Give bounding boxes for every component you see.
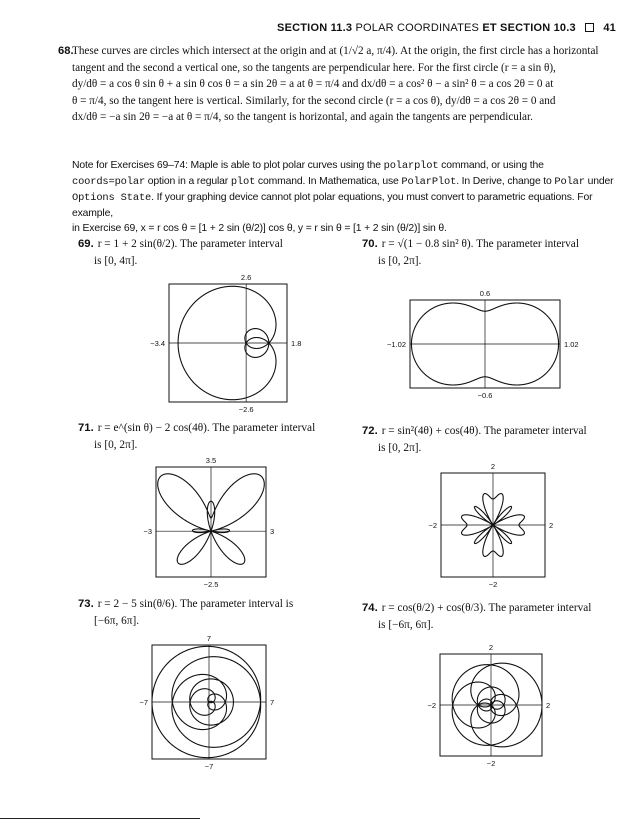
page-number: 41	[603, 22, 616, 34]
section-title: POLAR COORDINATES	[355, 22, 480, 34]
text-line: θ = π/4, so the tangent here is vertical. Similarly, for the second circle (r = a cos θ), dy/dθ = a cos 2θ = 0 and	[72, 94, 556, 107]
square-icon	[585, 23, 594, 32]
exercise-74: 74. r = cos(θ/2) + cos(θ/3). The parameter interval is [−6π, 6π].	[362, 602, 592, 631]
running-header	[277, 22, 616, 34]
tick-label-top: 7	[206, 634, 212, 643]
code: Polar	[554, 176, 585, 188]
tick-label-top: 2.6	[240, 273, 252, 282]
note-line: Note for Exercises 69–74: Maple is able to plot polar curves using the polarplot command, or using the	[72, 160, 544, 172]
tick-label-bottom: −2	[486, 759, 496, 768]
exercise-68	[58, 43, 612, 126]
tick-label-bottom: −2.5	[203, 580, 219, 589]
text-line: tangent and the second a vertical one, so the tangents are perpendicular here. For the first circle (r = a sin θ),	[72, 61, 556, 74]
text-line: dy/dθ = a cos θ sin θ + a sin θ cos θ = a sin 2θ = a at θ = π/4 and dx/dθ = a cos² θ − a sin² θ = a cos 2θ = 0 at	[72, 78, 554, 90]
exercise-number: 68.	[58, 45, 74, 57]
tick-label-left: −2	[428, 521, 437, 530]
polar-plot-70	[387, 289, 579, 400]
et-section-number: ET SECTION 10.3	[482, 22, 576, 34]
text-line: These curves are circles which intersect at the origin and at (1/√2 a, π/4). At the origin, the first circle has a horizontal	[72, 45, 599, 57]
polar-plot-73	[139, 634, 275, 771]
tick-label-top: 2	[488, 643, 494, 652]
tick-label-right: 1.02	[564, 340, 579, 349]
exercise-70: 70. r = √(1 − 0.8 sin² θ). The parameter interval is [0, 2π].	[362, 238, 579, 267]
code: polarplot	[383, 160, 439, 172]
note-paragraph	[72, 158, 620, 236]
tick-label-bottom: −7	[204, 762, 214, 771]
tick-label-top: 2	[490, 462, 496, 471]
exercise-72: 72. r = sin²(4θ) + cos(4θ). The parameter interval is [0, 2π].	[362, 425, 587, 454]
polar-plot-72	[428, 462, 554, 589]
text-line: dx/dθ = −a sin 2θ = −a at θ = π/4, so the tangent is horizontal, and again the tangents are perpendicular.	[72, 111, 533, 123]
polar-plot-71	[143, 456, 275, 589]
section-number: SECTION 11.3	[277, 22, 353, 34]
note-line: coords=polar option in a regular plot command. In Mathematica, use PolarPlot. In Derive, change to Polar under	[72, 176, 614, 188]
footer-rule	[0, 818, 200, 819]
tick-label-top: 0.6	[479, 289, 491, 298]
tick-label-left: −2	[427, 701, 436, 710]
note-line: in Exercise 69, x = r cos θ = [1 + 2 sin (θ/2)] cos θ, y = r sin θ = [1 + 2 sin (θ/2)] sin θ.	[72, 223, 447, 234]
tick-label-left: −3.4	[150, 339, 165, 348]
tick-label-left: −3	[143, 527, 152, 537]
exercise-69: 69. r = 1 + 2 sin(θ/2). The parameter interval is [0, 4π].	[78, 238, 283, 267]
exercise-73: 73. r = 2 − 5 sin(θ/6). The parameter interval is [−6π, 6π].	[78, 598, 294, 627]
polar-plot-69	[150, 273, 302, 414]
code: PolarPlot	[401, 176, 457, 188]
tick-label-right: 1.8	[291, 339, 302, 348]
code: Options State	[72, 192, 152, 204]
code: plot	[230, 176, 256, 188]
note-line: Options State. If your graphing device cannot plot polar equations, you must convert to parametric equations. For example,	[72, 192, 593, 219]
tick-label-bottom: −2	[488, 580, 498, 589]
tick-label-bottom: −2.6	[238, 405, 254, 414]
polar-plot-74	[427, 643, 551, 768]
tick-label-bottom: −0.6	[477, 391, 493, 400]
exercise-71: 71. r = e^(sin θ) − 2 cos(4θ). The parameter interval is [0, 2π].	[78, 422, 316, 451]
tick-label-top: 3.5	[205, 456, 217, 465]
tick-label-left: −7	[139, 698, 148, 707]
tick-label-right: 2	[549, 521, 554, 530]
tick-label-right: 3	[270, 527, 275, 537]
tick-label-left: −1.02	[387, 340, 406, 349]
tick-label-right: 2	[546, 701, 551, 710]
code: coords=polar	[72, 176, 146, 188]
tick-label-right: 7	[270, 698, 275, 707]
